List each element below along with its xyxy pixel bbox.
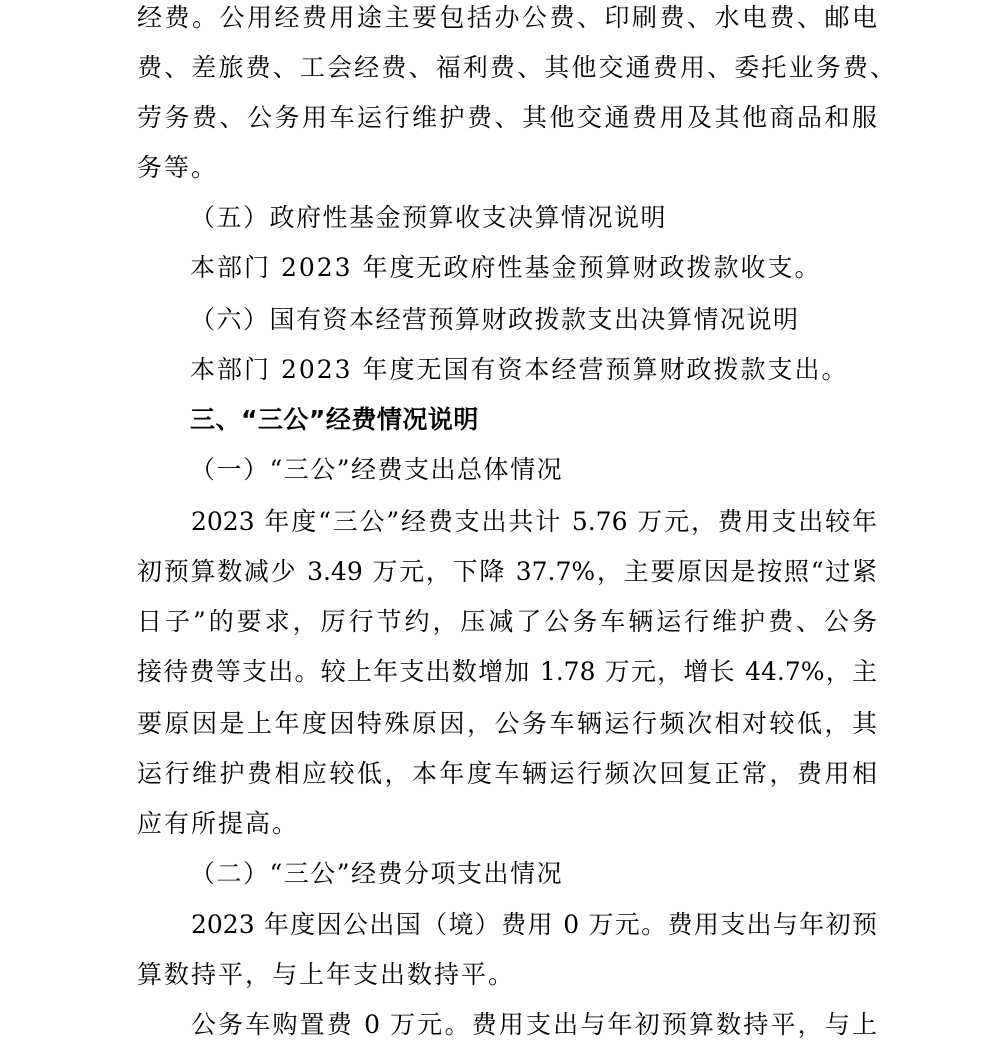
paragraph-line: 2023 年度因公出国（境）费用 0 万元。费用支出与年初预 [191, 910, 877, 939]
paragraph-line: 日子”的要求，厉行节约，压减了公务车辆运行维护费、公务 [137, 607, 877, 636]
paragraph-line: 算数持平，与上年支出数持平。 [137, 960, 516, 989]
subsection-heading: （一）“三公”经费支出总体情况 [190, 455, 564, 484]
paragraph-line: 初预算数减少 3.49 万元，下降 37.7%，主要原因是按照“过紧 [137, 557, 877, 586]
paragraph-line: 公务车购置费 0 万元。费用支出与年初预算数持平，与上 [191, 1010, 877, 1039]
paragraph-line: 本部门 2023 年度无国有资本经营预算财政拨款支出。 [190, 355, 849, 384]
paragraph-line: 本部门 2023 年度无政府性基金预算财政拨款收支。 [190, 253, 822, 282]
paragraph-line: 务等。 [137, 153, 219, 182]
paragraph-line: 2023 年度“三公”经费支出共计 5.76 万元，费用支出较年 [191, 507, 877, 536]
paragraph-line: 接待费等支出。较上年支出数增加 1.78 万元，增长 44.7%，主 [137, 657, 877, 686]
subsection-heading: （二）“三公”经费分项支出情况 [190, 859, 564, 888]
paragraph-line: 经费。公用经费用途主要包括办公费、印刷费、水电费、邮电 [137, 3, 877, 32]
paragraph-line: 费、差旅费、工会经费、福利费、其他交通费用、委托业务费、 [137, 53, 895, 82]
subsection-heading: （五）政府性基金预算收支决算情况说明 [190, 203, 668, 232]
paragraph-line: 运行维护费相应较低，本年度车辆运行频次回复正常，费用相 [137, 759, 877, 788]
subsection-heading: （六）国有资本经营预算财政拨款支出决算情况说明 [190, 305, 800, 334]
paragraph-line: 要原因是上年度因特殊原因，公务车辆运行频次相对较低，其 [137, 709, 877, 738]
section-heading: 三、“三公”经费情况说明 [190, 405, 479, 434]
paragraph-line: 应有所提高。 [137, 809, 300, 838]
paragraph-line: 劳务费、公务用车运行维护费、其他交通费用及其他商品和服 [137, 103, 877, 132]
